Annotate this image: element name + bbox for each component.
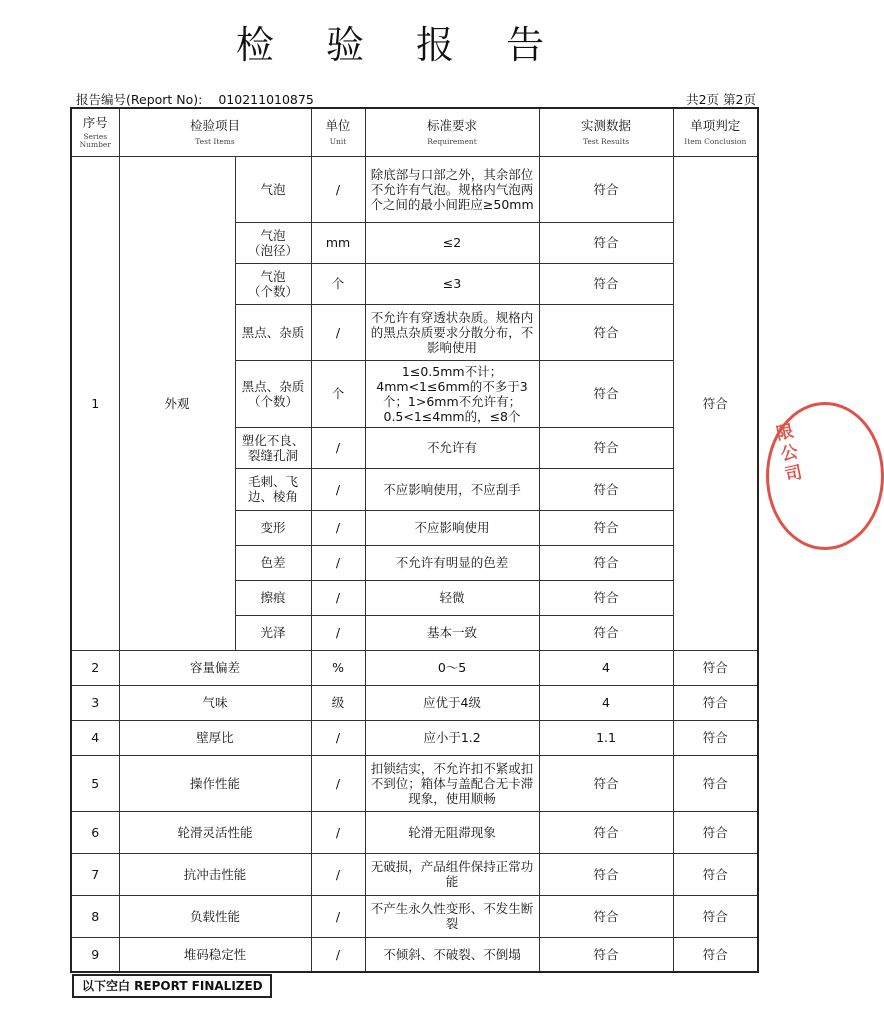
table-row <box>71 853 758 895</box>
header-item-conclusion: 单项判定 Item Conclusion <box>673 108 758 156</box>
header-unit: 单位 Unit <box>311 108 365 156</box>
series-number-cell: 6 <box>71 811 119 853</box>
conclusion-cell: 符合 <box>673 650 758 685</box>
series-number-cell: 4 <box>71 720 119 755</box>
requirement-cell: 基本一致 <box>365 615 539 650</box>
unit-cell: / <box>311 615 365 650</box>
series-number-cell: 9 <box>71 937 119 972</box>
requirement-cell: 不允许有 <box>365 427 539 468</box>
unit-cell: / <box>311 427 365 468</box>
header-test-results: 实测数据 Test Results <box>539 108 673 156</box>
unit-cell: / <box>311 853 365 895</box>
sub-item-cell: 黑点、杂质 <box>235 304 311 360</box>
requirement-cell: 不允许有明显的色差 <box>365 545 539 580</box>
unit-cell: / <box>311 720 365 755</box>
sub-item-cell: 色差 <box>235 545 311 580</box>
sub-item-cell: 变形 <box>235 510 311 545</box>
table-row <box>71 811 758 853</box>
result-cell: 符合 <box>539 468 673 510</box>
unit-cell: 个 <box>311 360 365 427</box>
requirement-cell: 不应影响使用 <box>365 510 539 545</box>
sub-item-cell: 气泡 （个数） <box>235 263 311 304</box>
test-item-cell: 壁厚比 <box>119 720 311 755</box>
unit-cell: / <box>311 937 365 972</box>
table-row <box>71 937 758 972</box>
result-cell: 1.1 <box>539 720 673 755</box>
sub-item-cell: 擦痕 <box>235 580 311 615</box>
requirement-cell: 应优于4级 <box>365 685 539 720</box>
test-item-cell: 外观 <box>119 156 235 650</box>
result-cell: 符合 <box>539 755 673 811</box>
result-cell: 符合 <box>539 263 673 304</box>
requirement-cell: 不允许有穿透状杂质。规格内的黑点杂质要求分散分布，不影响使用 <box>365 304 539 360</box>
result-cell: 符合 <box>539 580 673 615</box>
seal-text: 限公司 <box>770 421 804 488</box>
page-info: 共2页 第2页 <box>686 92 756 107</box>
page-title: 检 验 报 告 <box>235 23 565 67</box>
result-cell: 符合 <box>539 545 673 580</box>
result-cell: 符合 <box>539 156 673 222</box>
unit-cell: 级 <box>311 685 365 720</box>
series-number-cell: 8 <box>71 895 119 937</box>
unit-cell: / <box>311 580 365 615</box>
unit-cell: / <box>311 156 365 222</box>
result-cell: 符合 <box>539 853 673 895</box>
table-header-row <box>71 108 758 156</box>
result-cell: 符合 <box>539 895 673 937</box>
result-cell: 符合 <box>539 304 673 360</box>
test-item-cell: 堆码稳定性 <box>119 937 311 972</box>
test-results-table <box>70 107 759 973</box>
unit-cell: / <box>311 811 365 853</box>
result-cell: 符合 <box>539 222 673 263</box>
report-finalized-note: 以下空白 REPORT FINALIZED <box>72 974 272 998</box>
table-row <box>71 650 758 685</box>
company-seal <box>766 402 884 550</box>
conclusion-cell: 符合 <box>673 156 758 650</box>
unit-cell: / <box>311 755 365 811</box>
series-number-cell: 3 <box>71 685 119 720</box>
report-number-value: 010211010875 <box>218 92 314 107</box>
result-cell: 符合 <box>539 937 673 972</box>
unit-cell: / <box>311 510 365 545</box>
conclusion-cell: 符合 <box>673 720 758 755</box>
result-cell: 符合 <box>539 427 673 468</box>
test-item-cell: 负载性能 <box>119 895 311 937</box>
test-item-cell: 气味 <box>119 685 311 720</box>
unit-cell: / <box>311 304 365 360</box>
sub-item-cell: 光泽 <box>235 615 311 650</box>
series-number-cell: 1 <box>71 156 119 650</box>
report-number-line <box>76 90 314 108</box>
report-number-label: 报告编号(Report No): <box>76 92 203 107</box>
table-row <box>71 895 758 937</box>
requirement-cell: 轮滑无阻滞现象 <box>365 811 539 853</box>
requirement-cell: 应小于1.2 <box>365 720 539 755</box>
requirement-cell: 不产生永久性变形、不发生断裂 <box>365 895 539 937</box>
requirement-cell: 不倾斜、不破裂、不倒塌 <box>365 937 539 972</box>
requirement-cell: 扣锁结实，不允许扣不紧或扣不到位；箱体与盖配合无卡滞现象，使用顺畅 <box>365 755 539 811</box>
result-cell: 符合 <box>539 510 673 545</box>
requirement-cell: 轻微 <box>365 580 539 615</box>
sub-item-cell: 塑化不良、裂缝孔洞 <box>235 427 311 468</box>
requirement-cell: 不应影响使用，不应刮手 <box>365 468 539 510</box>
header-series: 序号 Series Number <box>71 108 119 156</box>
test-item-cell: 抗冲击性能 <box>119 853 311 895</box>
unit-cell: / <box>311 895 365 937</box>
header-requirement: 标准要求 Requirement <box>365 108 539 156</box>
sub-item-cell: 气泡 <box>235 156 311 222</box>
table-row <box>71 156 758 222</box>
test-item-cell: 容量偏差 <box>119 650 311 685</box>
table-row <box>71 755 758 811</box>
series-number-cell: 2 <box>71 650 119 685</box>
requirement-cell: 1≤0.5mm不计；4mm<1≤6mm的不多于3个；1>6mm不允许有；0.5<1≤4mm的，≤8个 <box>365 360 539 427</box>
result-cell: 符合 <box>539 360 673 427</box>
test-item-cell: 操作性能 <box>119 755 311 811</box>
sub-item-cell: 毛刺、飞边、棱角 <box>235 468 311 510</box>
conclusion-cell: 符合 <box>673 811 758 853</box>
unit-cell: / <box>311 468 365 510</box>
conclusion-cell: 符合 <box>673 853 758 895</box>
unit-cell: mm <box>311 222 365 263</box>
requirement-cell: 除底部与口部之外，其余部位不允许有气泡。规格内气泡两个之间的最小间距应≥50mm <box>365 156 539 222</box>
requirement-cell: 0～5 <box>365 650 539 685</box>
result-cell: 4 <box>539 685 673 720</box>
test-item-cell: 轮滑灵活性能 <box>119 811 311 853</box>
series-number-cell: 7 <box>71 853 119 895</box>
series-number-cell: 5 <box>71 755 119 811</box>
requirement-cell: ≤3 <box>365 263 539 304</box>
unit-cell: / <box>311 545 365 580</box>
requirement-cell: ≤2 <box>365 222 539 263</box>
sub-item-cell: 黑点、杂质 （个数） <box>235 360 311 427</box>
result-cell: 符合 <box>539 811 673 853</box>
conclusion-cell: 符合 <box>673 755 758 811</box>
table-row <box>71 720 758 755</box>
requirement-cell: 无破损，产品组件保持正常功能 <box>365 853 539 895</box>
result-cell: 4 <box>539 650 673 685</box>
conclusion-cell: 符合 <box>673 895 758 937</box>
conclusion-cell: 符合 <box>673 685 758 720</box>
table-row <box>71 685 758 720</box>
result-cell: 符合 <box>539 615 673 650</box>
unit-cell: % <box>311 650 365 685</box>
header-test-items: 检验项目 Test Items <box>119 108 311 156</box>
conclusion-cell: 符合 <box>673 937 758 972</box>
sub-item-cell: 气泡 （泡径） <box>235 222 311 263</box>
unit-cell: 个 <box>311 263 365 304</box>
